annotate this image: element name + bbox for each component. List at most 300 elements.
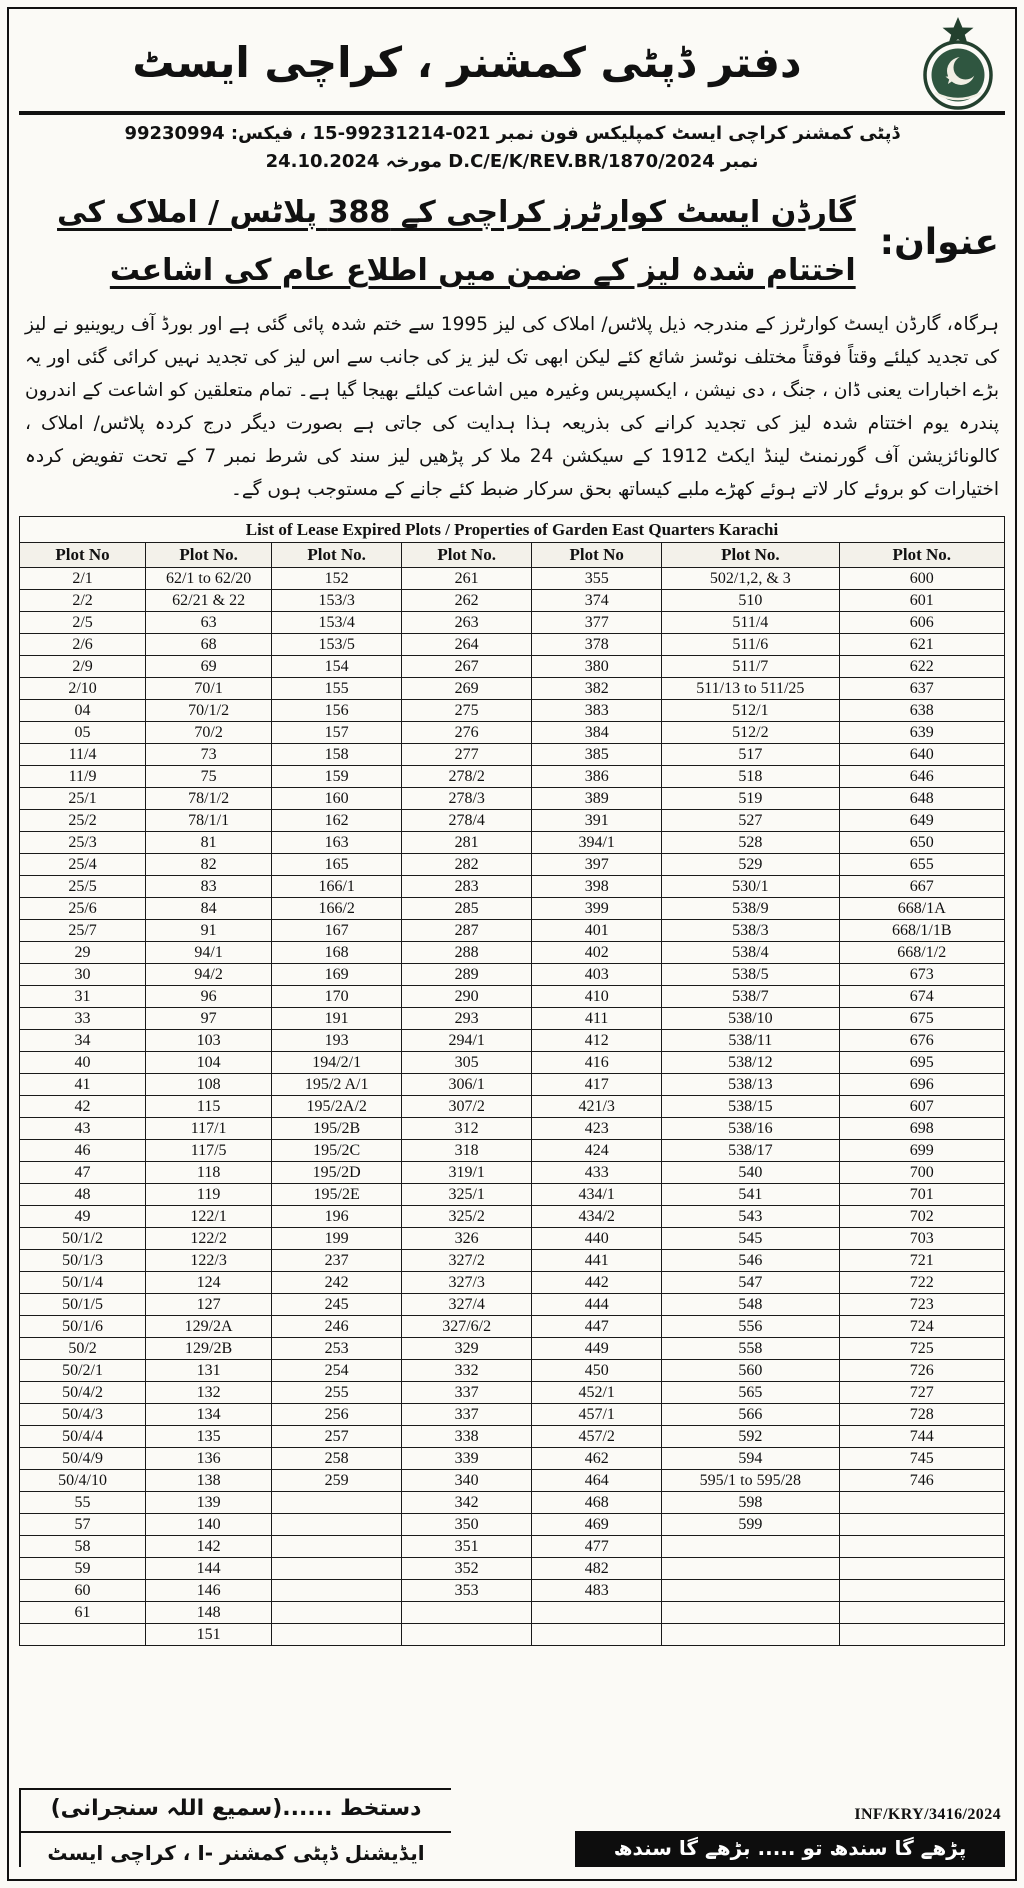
plot-cell: 726 bbox=[839, 1360, 1005, 1382]
table-row bbox=[20, 1404, 1005, 1426]
plot-cell: 318 bbox=[402, 1140, 532, 1162]
plot-cell: 135 bbox=[146, 1426, 272, 1448]
plot-cell: 385 bbox=[532, 744, 662, 766]
plot-cell: 452/1 bbox=[532, 1382, 662, 1404]
plot-cell: 142 bbox=[146, 1536, 272, 1558]
plot-cell: 351 bbox=[402, 1536, 532, 1558]
table-row bbox=[20, 876, 1005, 898]
plot-cell: 383 bbox=[532, 700, 662, 722]
plot-cell: 512/1 bbox=[662, 700, 839, 722]
plot-cell: 352 bbox=[402, 1558, 532, 1580]
plot-cell: 337 bbox=[402, 1404, 532, 1426]
plot-cell: 50/4/2 bbox=[20, 1382, 146, 1404]
plot-cell: 167 bbox=[272, 920, 402, 942]
plot-cell: 339 bbox=[402, 1448, 532, 1470]
plot-cell: 42 bbox=[20, 1096, 146, 1118]
plot-cell: 695 bbox=[839, 1052, 1005, 1074]
plot-cell: 457/2 bbox=[532, 1426, 662, 1448]
plot-column-header: Plot No. bbox=[146, 543, 272, 568]
plot-cell: 91 bbox=[146, 920, 272, 942]
plot-cell: 622 bbox=[839, 656, 1005, 678]
plot-cell: 2/10 bbox=[20, 678, 146, 700]
plot-cell: 47 bbox=[20, 1162, 146, 1184]
table-row bbox=[20, 1514, 1005, 1536]
plot-column-header: Plot No bbox=[20, 543, 146, 568]
plot-cell bbox=[20, 1624, 146, 1646]
plot-cell: 477 bbox=[532, 1536, 662, 1558]
plot-cell: 696 bbox=[839, 1074, 1005, 1096]
plot-cell: 288 bbox=[402, 942, 532, 964]
plot-cell: 337 bbox=[402, 1382, 532, 1404]
plot-cell: 162 bbox=[272, 810, 402, 832]
plot-cell: 155 bbox=[272, 678, 402, 700]
plot-cell: 746 bbox=[839, 1470, 1005, 1492]
plot-cell bbox=[532, 1624, 662, 1646]
plot-cell: 122/3 bbox=[146, 1250, 272, 1272]
plot-cell: 55 bbox=[20, 1492, 146, 1514]
plot-cell: 394/1 bbox=[532, 832, 662, 854]
plot-cell: 450 bbox=[532, 1360, 662, 1382]
plot-cell: 600 bbox=[839, 568, 1005, 590]
plot-cell: 547 bbox=[662, 1272, 839, 1294]
plot-cell: 50/4/3 bbox=[20, 1404, 146, 1426]
plot-cell: 342 bbox=[402, 1492, 532, 1514]
plot-cell: 667 bbox=[839, 876, 1005, 898]
government-emblem-icon bbox=[919, 17, 997, 111]
table-row bbox=[20, 1492, 1005, 1514]
plot-cell: 254 bbox=[272, 1360, 402, 1382]
plots-table bbox=[19, 516, 1005, 1646]
table-row bbox=[20, 1580, 1005, 1602]
plot-cell: 469 bbox=[532, 1514, 662, 1536]
plot-cell: 82 bbox=[146, 854, 272, 876]
plot-cell bbox=[532, 1602, 662, 1624]
plot-cell: 165 bbox=[272, 854, 402, 876]
plot-cell: 195/2B bbox=[272, 1118, 402, 1140]
plot-cell: 50/2 bbox=[20, 1338, 146, 1360]
plot-cell: 397 bbox=[532, 854, 662, 876]
plot-cell: 538/13 bbox=[662, 1074, 839, 1096]
plot-cell: 556 bbox=[662, 1316, 839, 1338]
plot-cell: 538/3 bbox=[662, 920, 839, 942]
plot-cell: 543 bbox=[662, 1206, 839, 1228]
table-row bbox=[20, 678, 1005, 700]
plot-cell: 744 bbox=[839, 1426, 1005, 1448]
inf-reference: INF/KRY/3416/2024 bbox=[854, 1806, 1001, 1823]
plot-cell: 701 bbox=[839, 1184, 1005, 1206]
plot-cell: 410 bbox=[532, 986, 662, 1008]
plot-cell: 46 bbox=[20, 1140, 146, 1162]
plot-cell: 293 bbox=[402, 1008, 532, 1030]
plot-cell: 50/4/9 bbox=[20, 1448, 146, 1470]
plot-cell: 725 bbox=[839, 1338, 1005, 1360]
plot-cell: 148 bbox=[146, 1602, 272, 1624]
table-row bbox=[20, 1536, 1005, 1558]
plot-cell: 377 bbox=[532, 612, 662, 634]
plot-cell: 411 bbox=[532, 1008, 662, 1030]
plot-cell bbox=[272, 1492, 402, 1514]
plot-cell: 287 bbox=[402, 920, 532, 942]
plot-cell: 166/2 bbox=[272, 898, 402, 920]
plots-table-body bbox=[20, 568, 1005, 1646]
plot-cell: 538/17 bbox=[662, 1140, 839, 1162]
plot-cell: 25/2 bbox=[20, 810, 146, 832]
plot-cell: 538/10 bbox=[662, 1008, 839, 1030]
plot-cell: 255 bbox=[272, 1382, 402, 1404]
plot-cell bbox=[402, 1602, 532, 1624]
plot-cell: 511/4 bbox=[662, 612, 839, 634]
plot-cell: 517 bbox=[662, 744, 839, 766]
plot-cell: 566 bbox=[662, 1404, 839, 1426]
plot-cell: 294/1 bbox=[402, 1030, 532, 1052]
plot-cell: 48 bbox=[20, 1184, 146, 1206]
plot-cell: 195/2E bbox=[272, 1184, 402, 1206]
table-row bbox=[20, 1558, 1005, 1580]
plot-cell: 168 bbox=[272, 942, 402, 964]
plot-cell: 518 bbox=[662, 766, 839, 788]
plot-cell: 156 bbox=[272, 700, 402, 722]
plot-cell: 546 bbox=[662, 1250, 839, 1272]
plot-cell: 103 bbox=[146, 1030, 272, 1052]
plot-cell: 25/1 bbox=[20, 788, 146, 810]
plot-cell bbox=[272, 1514, 402, 1536]
plot-cell bbox=[662, 1558, 839, 1580]
plot-cell: 2/6 bbox=[20, 634, 146, 656]
plot-cell: 382 bbox=[532, 678, 662, 700]
table-row bbox=[20, 1074, 1005, 1096]
plot-cell: 391 bbox=[532, 810, 662, 832]
table-row bbox=[20, 1096, 1005, 1118]
plot-cell: 159 bbox=[272, 766, 402, 788]
plot-cell: 78/1/2 bbox=[146, 788, 272, 810]
plot-cell: 151 bbox=[146, 1624, 272, 1646]
plot-cell: 538/11 bbox=[662, 1030, 839, 1052]
plot-cell: 307/2 bbox=[402, 1096, 532, 1118]
plot-cell: 538/7 bbox=[662, 986, 839, 1008]
plot-cell: 61 bbox=[20, 1602, 146, 1624]
plot-cell: 195/2C bbox=[272, 1140, 402, 1162]
plot-cell: 350 bbox=[402, 1514, 532, 1536]
plot-cell: 353 bbox=[402, 1580, 532, 1602]
plot-cell bbox=[839, 1492, 1005, 1514]
plot-cell bbox=[272, 1624, 402, 1646]
subject-label: عنوان: bbox=[879, 221, 999, 263]
plot-cell: 402 bbox=[532, 942, 662, 964]
table-row bbox=[20, 612, 1005, 634]
plot-cell: 424 bbox=[532, 1140, 662, 1162]
plot-cell: 565 bbox=[662, 1382, 839, 1404]
plot-cell: 700 bbox=[839, 1162, 1005, 1184]
table-row bbox=[20, 744, 1005, 766]
emblem-svg bbox=[919, 17, 997, 111]
plot-cell: 70/2 bbox=[146, 722, 272, 744]
plot-cell: 511/13 to 511/25 bbox=[662, 678, 839, 700]
table-row bbox=[20, 810, 1005, 832]
plot-cell: 73 bbox=[146, 744, 272, 766]
plot-cell: 258 bbox=[272, 1448, 402, 1470]
plot-cell: 512/2 bbox=[662, 722, 839, 744]
plot-cell: 117/1 bbox=[146, 1118, 272, 1140]
plot-cell: 115 bbox=[146, 1096, 272, 1118]
plot-cell: 281 bbox=[402, 832, 532, 854]
plot-cell: 63 bbox=[146, 612, 272, 634]
plot-cell: 157 bbox=[272, 722, 402, 744]
table-title: List of Lease Expired Plots / Properties of Garden East Quarters Karachi bbox=[20, 517, 1005, 543]
table-row bbox=[20, 1052, 1005, 1074]
plot-cell: 640 bbox=[839, 744, 1005, 766]
page-border-frame bbox=[7, 7, 1017, 1881]
plot-cell: 245 bbox=[272, 1294, 402, 1316]
table-row bbox=[20, 1338, 1005, 1360]
plot-cell: 60 bbox=[20, 1580, 146, 1602]
plot-column-header: Plot No bbox=[532, 543, 662, 568]
plot-cell: 327/3 bbox=[402, 1272, 532, 1294]
table-row bbox=[20, 1470, 1005, 1492]
table-row bbox=[20, 1448, 1005, 1470]
plot-cell: 108 bbox=[146, 1074, 272, 1096]
plot-cell: 464 bbox=[532, 1470, 662, 1492]
plot-cell: 50/1/2 bbox=[20, 1228, 146, 1250]
header-divider bbox=[19, 111, 1005, 115]
plot-cell: 193 bbox=[272, 1030, 402, 1052]
plot-cell: 127 bbox=[146, 1294, 272, 1316]
plot-cell: 340 bbox=[402, 1470, 532, 1492]
plot-cell: 70/1/2 bbox=[146, 700, 272, 722]
plot-cell: 592 bbox=[662, 1426, 839, 1448]
plot-cell: 607 bbox=[839, 1096, 1005, 1118]
plot-cell: 50/4/4 bbox=[20, 1426, 146, 1448]
plot-cell: 401 bbox=[532, 920, 662, 942]
table-row bbox=[20, 1140, 1005, 1162]
plot-cell: 398 bbox=[532, 876, 662, 898]
table-title-row bbox=[20, 517, 1005, 543]
plot-cell: 648 bbox=[839, 788, 1005, 810]
plot-cell: 745 bbox=[839, 1448, 1005, 1470]
footer-right-column bbox=[575, 1806, 1005, 1867]
table-row bbox=[20, 1294, 1005, 1316]
plot-cell: 421/3 bbox=[532, 1096, 662, 1118]
signatory-designation: ایڈیشنل ڈپٹی کمشنر -I ، کراچی ایسٹ bbox=[47, 1841, 425, 1865]
plot-cell: 538/15 bbox=[662, 1096, 839, 1118]
plot-cell bbox=[402, 1624, 532, 1646]
plot-cell: 256 bbox=[272, 1404, 402, 1426]
plot-cell: 50/1/4 bbox=[20, 1272, 146, 1294]
table-row bbox=[20, 964, 1005, 986]
table-row bbox=[20, 1316, 1005, 1338]
plot-cell: 166/1 bbox=[272, 876, 402, 898]
plot-cell: 160 bbox=[272, 788, 402, 810]
table-row bbox=[20, 788, 1005, 810]
plot-cell: 703 bbox=[839, 1228, 1005, 1250]
plot-cell: 724 bbox=[839, 1316, 1005, 1338]
plot-cell: 124 bbox=[146, 1272, 272, 1294]
plot-cell: 541 bbox=[662, 1184, 839, 1206]
table-row bbox=[20, 942, 1005, 964]
plot-cell: 511/6 bbox=[662, 634, 839, 656]
plot-cell: 139 bbox=[146, 1492, 272, 1514]
plot-cell: 434/1 bbox=[532, 1184, 662, 1206]
plot-cell: 650 bbox=[839, 832, 1005, 854]
plot-cell: 158 bbox=[272, 744, 402, 766]
plot-cell: 538/12 bbox=[662, 1052, 839, 1074]
plot-cell: 638 bbox=[839, 700, 1005, 722]
plot-cell: 699 bbox=[839, 1140, 1005, 1162]
plot-cell bbox=[839, 1536, 1005, 1558]
plot-cell: 327/2 bbox=[402, 1250, 532, 1272]
table-row bbox=[20, 656, 1005, 678]
table-row bbox=[20, 1250, 1005, 1272]
table-row bbox=[20, 1360, 1005, 1382]
table-row bbox=[20, 568, 1005, 590]
plot-cell: 153/3 bbox=[272, 590, 402, 612]
plot-cell: 639 bbox=[839, 722, 1005, 744]
plot-cell: 70/1 bbox=[146, 678, 272, 700]
plot-cell: 606 bbox=[839, 612, 1005, 634]
plot-cell: 50/1/3 bbox=[20, 1250, 146, 1272]
plot-cell: 40 bbox=[20, 1052, 146, 1074]
plot-cell: 646 bbox=[839, 766, 1005, 788]
plot-cell: 305 bbox=[402, 1052, 532, 1074]
plot-cell: 263 bbox=[402, 612, 532, 634]
plot-cell: 97 bbox=[146, 1008, 272, 1030]
plot-cell bbox=[272, 1558, 402, 1580]
plot-cell: 2/2 bbox=[20, 590, 146, 612]
plot-cell: 510 bbox=[662, 590, 839, 612]
plot-cell: 2/5 bbox=[20, 612, 146, 634]
table-row bbox=[20, 1228, 1005, 1250]
plot-cell bbox=[662, 1624, 839, 1646]
plot-cell: 59 bbox=[20, 1558, 146, 1580]
plot-cell: 444 bbox=[532, 1294, 662, 1316]
plot-cell: 11/9 bbox=[20, 766, 146, 788]
plot-cell: 594 bbox=[662, 1448, 839, 1470]
table-row bbox=[20, 920, 1005, 942]
plot-cell: 723 bbox=[839, 1294, 1005, 1316]
plot-cell: 144 bbox=[146, 1558, 272, 1580]
plot-cell: 530/1 bbox=[662, 876, 839, 898]
table-row bbox=[20, 854, 1005, 876]
plot-cell: 11/4 bbox=[20, 744, 146, 766]
plot-cell: 468 bbox=[532, 1492, 662, 1514]
plot-cell: 33 bbox=[20, 1008, 146, 1030]
table-header-row bbox=[20, 543, 1005, 568]
plot-cell bbox=[662, 1580, 839, 1602]
plot-cell: 278/2 bbox=[402, 766, 532, 788]
plot-cell: 237 bbox=[272, 1250, 402, 1272]
plot-cell bbox=[662, 1602, 839, 1624]
plot-cell: 558 bbox=[662, 1338, 839, 1360]
plot-cell: 290 bbox=[402, 986, 532, 1008]
plot-cell: 355 bbox=[532, 568, 662, 590]
plot-cell: 153/4 bbox=[272, 612, 402, 634]
plot-cell: 49 bbox=[20, 1206, 146, 1228]
plot-cell: 264 bbox=[402, 634, 532, 656]
plot-cell: 257 bbox=[272, 1426, 402, 1448]
plot-cell: 319/1 bbox=[402, 1162, 532, 1184]
plot-cell: 75 bbox=[146, 766, 272, 788]
plot-cell: 548 bbox=[662, 1294, 839, 1316]
plot-cell: 68 bbox=[146, 634, 272, 656]
plot-cell: 482 bbox=[532, 1558, 662, 1580]
plot-cell: 118 bbox=[146, 1162, 272, 1184]
table-row bbox=[20, 700, 1005, 722]
plot-cell: 57 bbox=[20, 1514, 146, 1536]
plot-cell: 698 bbox=[839, 1118, 1005, 1140]
plot-cell: 332 bbox=[402, 1360, 532, 1382]
plot-cell: 191 bbox=[272, 1008, 402, 1030]
plot-cell: 29 bbox=[20, 942, 146, 964]
plot-cell: 675 bbox=[839, 1008, 1005, 1030]
notice-body-text: ہرگاہ، گارڈن ایسٹ کوارٹرز کے مندرجہ ذیل پلاٹس/ املاک کی لیز 1995 سے ختم شدہ پائی گئی ہے اور بورڈ آف ریوینیو نے لیز کی تجدید کیلئے وقتاً فوقتاً مختلف نوٹسز شائع کئے لیکن ابھی تک لیز یز کی جانب سے اس لیز کی تجدید نہیں کرائی گئی اور یہ بڑے اخبارات یعنی ڈان ، جنگ ، دی نیشن ، ایکسپریس وغیرہ میں اشاعت کیلئے بھیجا گیا ہے۔ تمام متعلقین کو اشاعت کے اندرون پندرہ یوم اختتام شدہ لیز کی تجدید کرانے کی بذریعہ ہذا ہدایت کی جاتی ہے بصورت دیگر درج کردہ پلاٹس/ املاک ، کالونائزیشن آف گورنمنٹ لینڈ ایکٹ 1912 کے سیکشن 24 ملا کر پڑھیں لیز سند کی شرط نمبر 7 کے تحت تفویض کردہ اختیارات کو بروئے کار لاتے ہوئے کھڑے ملبے کیساتھ بحق سرکار ضبط کئے جانے کے مستوجب ہوں گے۔ bbox=[25, 314, 1000, 500]
plot-cell: 283 bbox=[402, 876, 532, 898]
plot-cell: 261 bbox=[402, 568, 532, 590]
plot-cell: 702 bbox=[839, 1206, 1005, 1228]
plot-cell: 440 bbox=[532, 1228, 662, 1250]
plot-cell: 50/1/6 bbox=[20, 1316, 146, 1338]
plot-cell: 154 bbox=[272, 656, 402, 678]
table-row bbox=[20, 1206, 1005, 1228]
plot-cell: 25/7 bbox=[20, 920, 146, 942]
plot-cell: 34 bbox=[20, 1030, 146, 1052]
plot-cell: 528 bbox=[662, 832, 839, 854]
plot-cell: 196 bbox=[272, 1206, 402, 1228]
plot-cell: 538/9 bbox=[662, 898, 839, 920]
plot-cell: 416 bbox=[532, 1052, 662, 1074]
table-row bbox=[20, 590, 1005, 612]
table-row bbox=[20, 722, 1005, 744]
plot-cell: 04 bbox=[20, 700, 146, 722]
plot-cell bbox=[839, 1624, 1005, 1646]
plot-cell: 417 bbox=[532, 1074, 662, 1096]
plot-cell: 433 bbox=[532, 1162, 662, 1184]
plot-cell: 306/1 bbox=[402, 1074, 532, 1096]
plot-cell: 277 bbox=[402, 744, 532, 766]
table-row bbox=[20, 986, 1005, 1008]
plot-cell: 69 bbox=[146, 656, 272, 678]
plot-cell: 289 bbox=[402, 964, 532, 986]
plot-cell: 194/2/1 bbox=[272, 1052, 402, 1074]
plot-cell: 122/1 bbox=[146, 1206, 272, 1228]
plot-cell: 278/4 bbox=[402, 810, 532, 832]
plot-cell: 727 bbox=[839, 1382, 1005, 1404]
plot-cell bbox=[839, 1602, 1005, 1624]
plot-cell: 676 bbox=[839, 1030, 1005, 1052]
plot-column-header: Plot No. bbox=[272, 543, 402, 568]
plot-cell: 326 bbox=[402, 1228, 532, 1250]
plot-cell: 129/2B bbox=[146, 1338, 272, 1360]
plot-cell: 442 bbox=[532, 1272, 662, 1294]
plot-cell: 195/2A/2 bbox=[272, 1096, 402, 1118]
plot-cell: 58 bbox=[20, 1536, 146, 1558]
plot-cell: 62/1 to 62/20 bbox=[146, 568, 272, 590]
plot-cell: 83 bbox=[146, 876, 272, 898]
plot-cell: 31 bbox=[20, 986, 146, 1008]
plot-cell: 649 bbox=[839, 810, 1005, 832]
plot-cell: 403 bbox=[532, 964, 662, 986]
plot-cell: 668/1A bbox=[839, 898, 1005, 920]
plot-cell: 275 bbox=[402, 700, 532, 722]
subject-section bbox=[19, 182, 1005, 306]
plot-cell: 163 bbox=[272, 832, 402, 854]
plot-cell: 25/4 bbox=[20, 854, 146, 876]
plot-cell: 50/4/10 bbox=[20, 1470, 146, 1492]
plot-cell: 25/6 bbox=[20, 898, 146, 920]
plot-cell: 170 bbox=[272, 986, 402, 1008]
plot-cell: 153/5 bbox=[272, 634, 402, 656]
plot-cell: 621 bbox=[839, 634, 1005, 656]
plot-cell: 728 bbox=[839, 1404, 1005, 1426]
plot-cell bbox=[839, 1558, 1005, 1580]
